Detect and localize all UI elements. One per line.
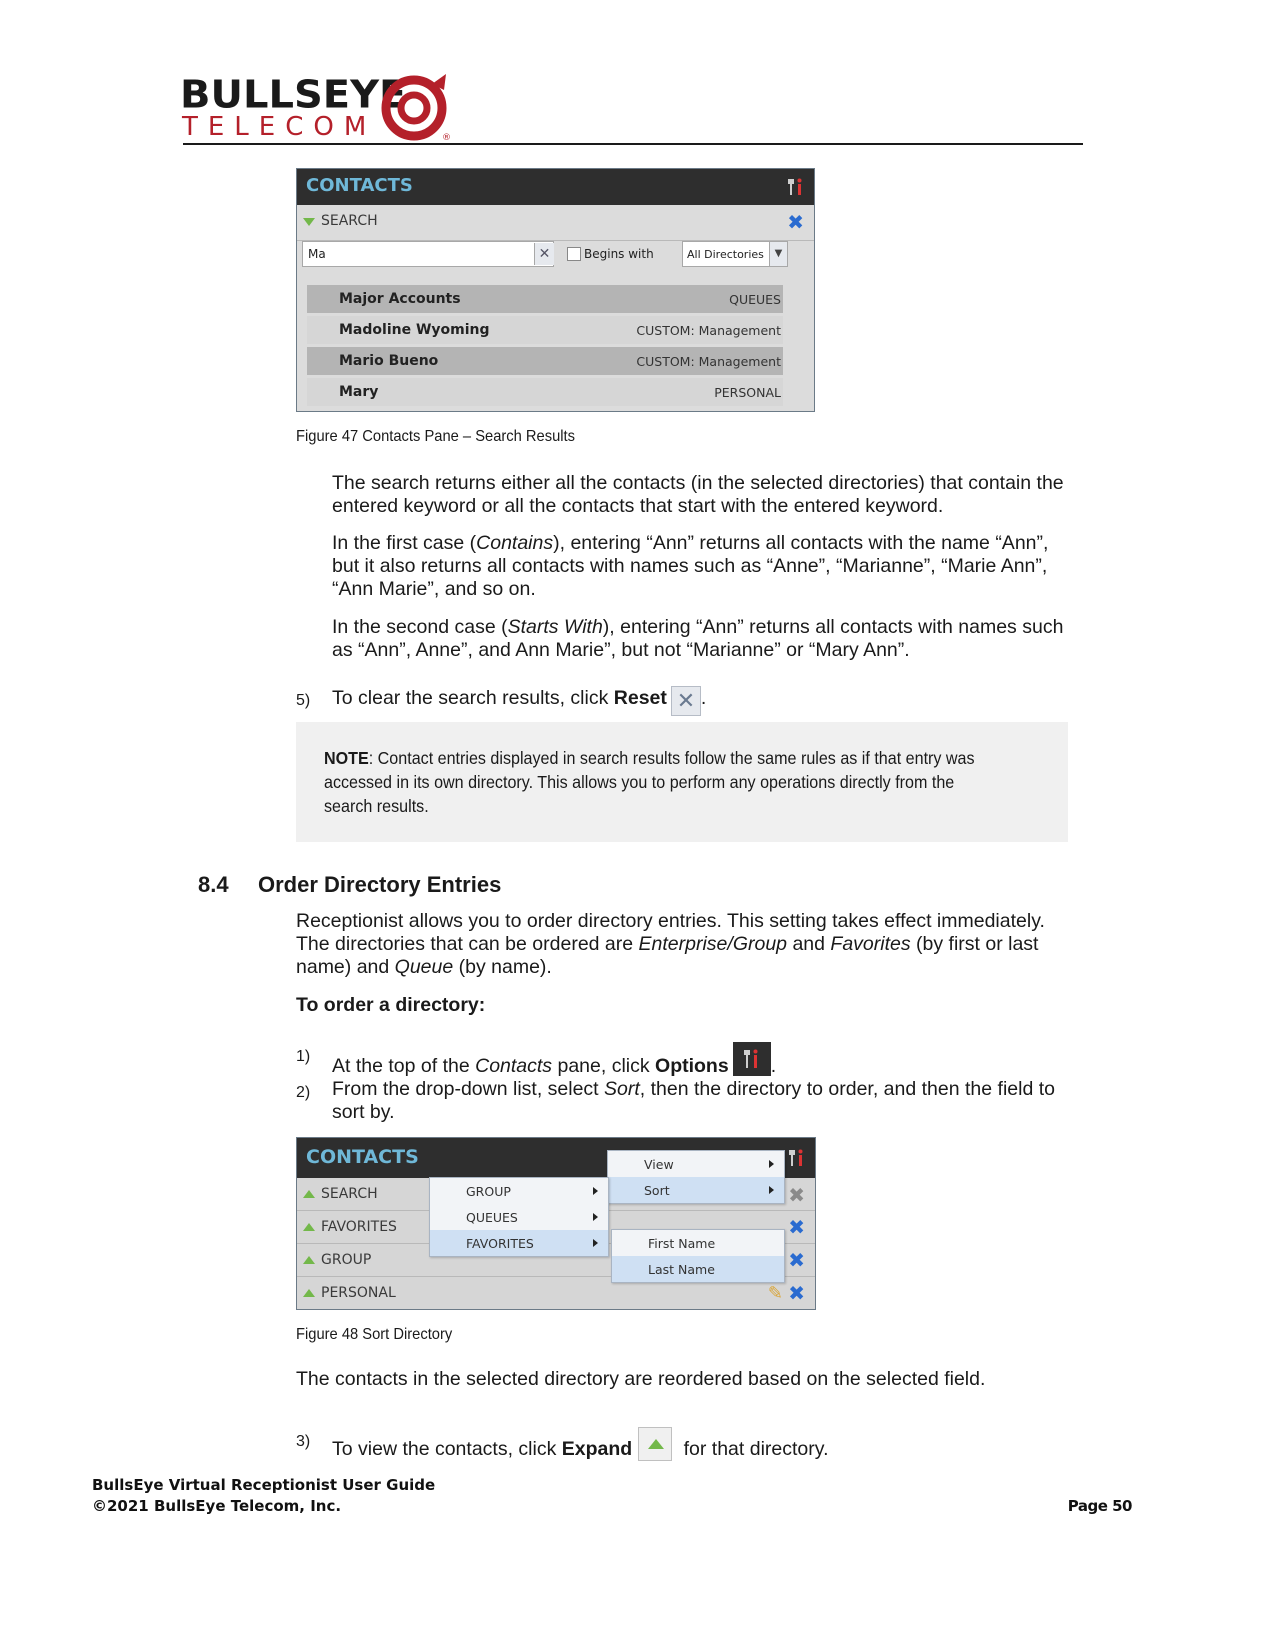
directory-select[interactable] bbox=[682, 241, 788, 267]
close-icon[interactable]: ✖ bbox=[788, 1248, 805, 1272]
menu-item-label: GROUP bbox=[466, 1184, 511, 1199]
header-divider bbox=[183, 143, 1083, 145]
search-section-label: SEARCH bbox=[321, 213, 378, 229]
bullseye-target-icon bbox=[380, 70, 452, 142]
menu-item-label: First Name bbox=[648, 1236, 716, 1251]
footer-copyright: ©2021 BullsEye Telecom, Inc. bbox=[92, 1497, 342, 1515]
emphasis: Contacts bbox=[475, 1055, 553, 1077]
result-name: Mario Bueno bbox=[339, 353, 439, 369]
search-result-row[interactable] bbox=[307, 378, 783, 406]
footer-guide-title: BullsEye Virtual Receptionist User Guide bbox=[92, 1476, 436, 1494]
sort-directory-submenu bbox=[429, 1177, 609, 1257]
menu-item-last-name[interactable] bbox=[612, 1256, 784, 1282]
text-run: , then the directory to order, and then the field to sort by. bbox=[332, 1078, 1055, 1123]
menu-item-label: QUEUES bbox=[466, 1210, 518, 1225]
text-run: ), entering “Ann” returns all contacts with names such as “Ann”, Anne”, and Ann Marie”, but not “Marianne” or “Mary Ann”. bbox=[332, 616, 1064, 661]
procedure-title: To order a directory: bbox=[296, 994, 486, 1016]
paragraph-reordered: The contacts in the selected directory are reordered based on the selected field. bbox=[296, 1368, 986, 1390]
text-run: ), entering “Ann” returns all contacts with the name “Ann”, but it also returns all contacts with names such as “Anne”, “Marianne”, “Marie Ann”, “Ann Marie”, and so on. bbox=[332, 532, 1049, 600]
step-number: 3) bbox=[296, 1433, 311, 1450]
paragraph-search-returns: The search returns either all the contacts (in the selected directories) that contain the entered keyword or all the contacts that start with the entered keyword. bbox=[332, 472, 1064, 517]
step-number: 2) bbox=[296, 1084, 311, 1101]
paragraph-starts-with-case bbox=[332, 616, 1072, 662]
note-text bbox=[324, 746, 986, 818]
section-label: FAVORITES bbox=[321, 1219, 397, 1235]
options-icon[interactable] bbox=[788, 177, 804, 197]
note-label: NOTE bbox=[324, 748, 369, 768]
contacts-pane-header bbox=[297, 169, 814, 205]
contacts-pane-sort-figure bbox=[296, 1137, 816, 1310]
text-run: From the drop-down list, select bbox=[332, 1078, 605, 1100]
section-title: Order Directory Entries bbox=[258, 872, 502, 897]
submenu-arrow-icon bbox=[593, 1239, 598, 1247]
chevron-down-icon[interactable]: ▼ bbox=[769, 242, 787, 266]
text-run: (by first or last name) and bbox=[296, 933, 1039, 978]
close-icon[interactable]: ✖ bbox=[788, 1215, 805, 1239]
section-label: GROUP bbox=[321, 1252, 372, 1268]
close-search-icon[interactable]: ✖ bbox=[787, 210, 804, 234]
expand-arrow-icon[interactable] bbox=[303, 1256, 315, 1264]
search-result-row[interactable] bbox=[307, 347, 783, 375]
edit-pencil-icon[interactable]: ✎ bbox=[767, 1283, 783, 1304]
result-directory: QUEUES bbox=[729, 292, 781, 307]
reset-icon: ✕ bbox=[671, 686, 701, 716]
emphasis: Enterprise/Group bbox=[638, 933, 788, 955]
figure-47-caption: Figure 47 Contacts Pane – Search Results bbox=[296, 428, 576, 445]
search-result-row[interactable] bbox=[307, 316, 783, 344]
emphasis: Favorites bbox=[830, 933, 911, 955]
menu-item-label: Last Name bbox=[648, 1262, 715, 1277]
submenu-arrow-icon bbox=[769, 1160, 774, 1168]
bullseye-logo bbox=[180, 70, 460, 142]
menu-item-favorites[interactable] bbox=[430, 1230, 608, 1256]
text-run: for that directory. bbox=[678, 1438, 829, 1460]
text-run: In the second case ( bbox=[332, 616, 508, 638]
paragraph-contains-case bbox=[332, 532, 1072, 601]
reset-search-icon[interactable]: ✕ bbox=[534, 243, 554, 265]
options-icon bbox=[733, 1042, 771, 1076]
result-directory: PERSONAL bbox=[714, 385, 781, 400]
contacts-pane-search-figure bbox=[296, 168, 815, 412]
text-run: In the first case ( bbox=[332, 532, 477, 554]
expand-arrow-icon[interactable] bbox=[303, 1223, 315, 1231]
contacts-pane-title: CONTACTS bbox=[306, 175, 413, 196]
bold-expand: Expand bbox=[561, 1438, 633, 1460]
options-menu bbox=[607, 1150, 785, 1204]
result-directory: CUSTOM: Management bbox=[636, 354, 781, 369]
search-input[interactable]: Ma bbox=[302, 241, 554, 267]
step-2-text bbox=[332, 1078, 1072, 1124]
result-directory: CUSTOM: Management bbox=[636, 323, 781, 338]
search-bar bbox=[302, 241, 786, 267]
menu-item-label: FAVORITES bbox=[466, 1236, 534, 1251]
registered-mark: ® bbox=[442, 133, 451, 142]
result-name: Major Accounts bbox=[339, 291, 461, 307]
collapse-arrow-icon[interactable] bbox=[303, 218, 315, 226]
text-run: . bbox=[770, 1055, 777, 1077]
text-run: At the top of the bbox=[332, 1055, 476, 1077]
menu-item-label: Sort bbox=[644, 1183, 670, 1198]
expand-arrow-icon[interactable] bbox=[303, 1289, 315, 1297]
menu-item-label: View bbox=[644, 1157, 674, 1172]
menu-item-queues[interactable] bbox=[430, 1204, 608, 1230]
submenu-arrow-icon bbox=[769, 1186, 774, 1194]
page-number: Page 50 bbox=[1067, 1497, 1132, 1515]
note-box bbox=[296, 722, 1068, 842]
result-name: Madoline Wyoming bbox=[339, 322, 490, 338]
directory-select-value: All Directories bbox=[687, 248, 764, 261]
result-name: Mary bbox=[339, 384, 379, 400]
menu-item-group[interactable] bbox=[430, 1178, 608, 1204]
menu-item-sort[interactable] bbox=[608, 1177, 784, 1203]
close-icon[interactable]: ✖ bbox=[788, 1183, 805, 1207]
emphasis: Sort bbox=[604, 1078, 640, 1100]
submenu-arrow-icon bbox=[593, 1187, 598, 1195]
text-run: and bbox=[787, 933, 831, 955]
step-3-text bbox=[332, 1427, 1072, 1461]
sort-field-submenu bbox=[611, 1229, 785, 1283]
close-icon[interactable]: ✖ bbox=[788, 1281, 805, 1305]
menu-item-first-name[interactable] bbox=[612, 1230, 784, 1256]
search-section-header[interactable] bbox=[297, 205, 814, 241]
section-label: SEARCH bbox=[321, 1186, 378, 1202]
figure-48-caption: Figure 48 Sort Directory bbox=[296, 1326, 453, 1343]
logo-wordmark-telecom: TELECOM bbox=[182, 112, 377, 142]
search-result-row[interactable] bbox=[307, 285, 783, 313]
begins-with-label: Begins with bbox=[584, 247, 654, 261]
section-label: PERSONAL bbox=[321, 1285, 396, 1301]
expand-arrow-icon[interactable] bbox=[303, 1190, 315, 1198]
section-intro bbox=[296, 910, 1076, 979]
expand-icon bbox=[638, 1427, 672, 1461]
contacts-pane-title: CONTACTS bbox=[306, 1146, 419, 1168]
text-run: To view the contacts, click bbox=[332, 1438, 562, 1460]
emphasis-starts-with: Starts With bbox=[507, 616, 603, 638]
emphasis: Queue bbox=[394, 956, 454, 978]
emphasis-contains: Contains bbox=[476, 532, 554, 554]
menu-item-view[interactable] bbox=[608, 1151, 784, 1177]
step-number: 1) bbox=[296, 1048, 311, 1065]
submenu-arrow-icon bbox=[593, 1213, 598, 1221]
text-run: Receptionist allows you to order directory entries. This setting takes effect immediately. The directories that can be ordered are bbox=[296, 910, 1045, 955]
options-icon[interactable] bbox=[789, 1148, 805, 1168]
text-run: . bbox=[700, 687, 707, 709]
begins-with-checkbox[interactable] bbox=[567, 247, 581, 261]
section-number: 8.4 bbox=[198, 872, 229, 897]
bold-options: Options bbox=[655, 1055, 729, 1077]
text-run: pane, click bbox=[552, 1055, 656, 1077]
bold-reset: Reset bbox=[613, 687, 667, 709]
text-run: To clear the search results, click bbox=[332, 687, 614, 709]
logo-wordmark-bullseye: BULLSEYE bbox=[180, 73, 407, 117]
step-5-text bbox=[332, 686, 1032, 716]
note-body: : Contact entries displayed in search results follow the same rules as if that entry was accessed in its own directory. This allows you to perform any operations directly from the search results. bbox=[324, 748, 975, 816]
text-run: (by name). bbox=[453, 956, 552, 978]
step-1-text bbox=[332, 1042, 1072, 1078]
step-number: 5) bbox=[296, 692, 311, 709]
